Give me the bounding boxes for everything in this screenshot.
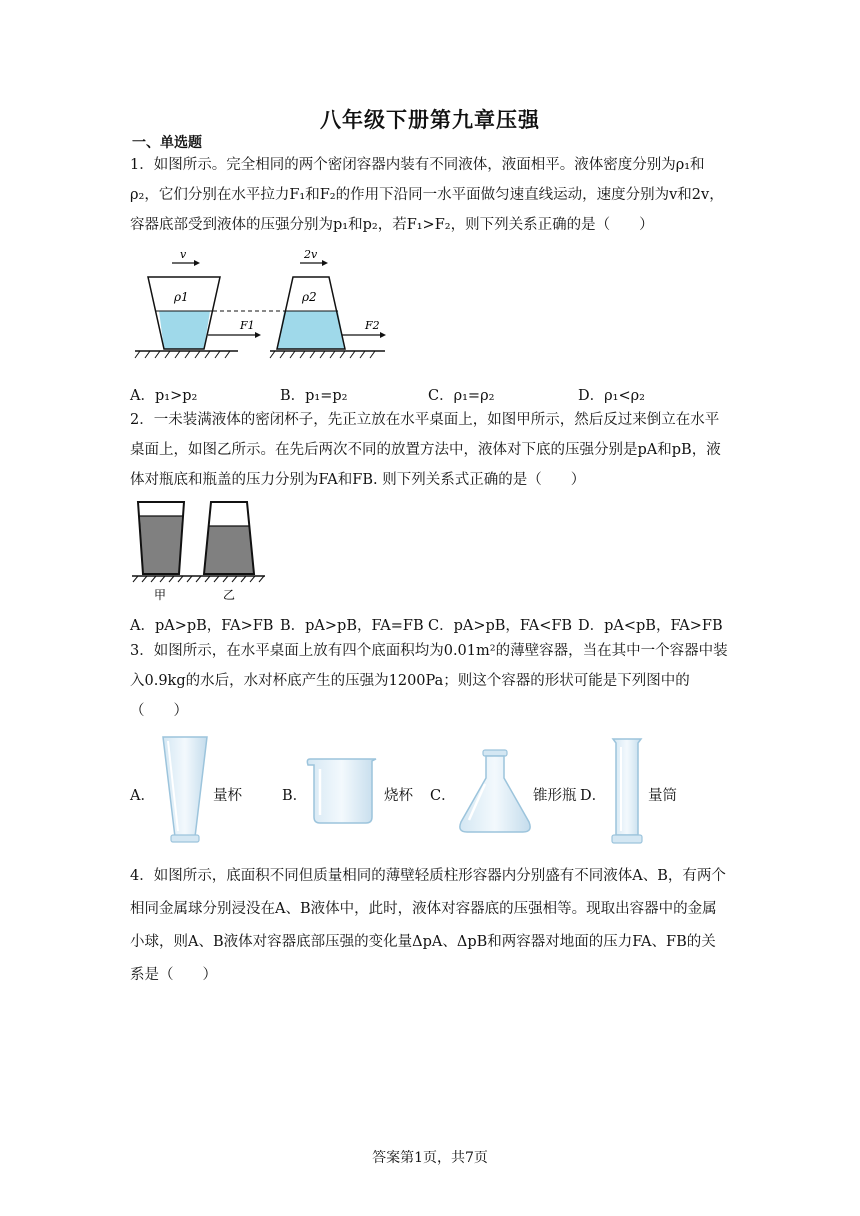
question-4-text: 4．如图所示，底面积不同但质量相同的薄壁轻质柱形容器内分别盛有不同液体A、B，有两个相同金属球分别浸没在A、B液体中，此时，液体对容器底的压强相等。现取出容器中的金属小球，则A、B液体对容器底部压强的变化量ΔpA、ΔpB和两容器对地面的压力FA、FB的关系是（ ） — [130, 868, 726, 983]
beaker-image — [304, 755, 380, 827]
q1-option-b[interactable]: B．p₁=p₂ — [280, 388, 348, 404]
label-rho1: ρ1 — [174, 290, 189, 304]
question-3-text: 3．如图所示，在水平桌面上放有四个底面积均为0.01m²的薄壁容器，当在其中一个容器中装入0.9kg的水后，水对杯底产生的压强为1200Pa；则这个容器的形状可能是下列图中的（ ） — [130, 643, 728, 719]
section-heading: 一、单选题 — [132, 135, 202, 151]
q3-option-c[interactable]: C． — [430, 788, 456, 804]
question-2-figure — [130, 498, 270, 604]
measuring-cup-image — [160, 733, 210, 845]
q3-option-d[interactable]: D． — [580, 788, 607, 804]
container-name-d: 量筒 — [648, 788, 677, 804]
q2-option-c[interactable]: C．pA>pB，FA<FB — [428, 618, 573, 634]
q1-option-c[interactable]: C．ρ₁=ρ₂ — [428, 388, 495, 404]
q3-option-b[interactable]: B． — [282, 788, 308, 804]
container-name-c: 锥形瓶 — [533, 788, 577, 804]
question-2-text: 2．一未装满液体的密闭杯子，先正立放在水平桌面上，如图甲所示，然后反过来倒立在水平桌面上，如图乙所示。在先后两次不同的放置方法中，液体对下底的压强分别是pA和pB，液体对瓶底和瓶盖的压力分别为FA和FB. 则下列关系式正确的是（ ） — [130, 412, 721, 488]
q1-option-d[interactable]: D．ρ₁<ρ₂ — [578, 388, 645, 404]
q3-option-a[interactable]: A． — [130, 788, 155, 804]
q2-option-d[interactable]: D．pA<pB，FA>FB — [578, 618, 723, 634]
page-title: 八年级下册第九章压强 — [320, 108, 540, 132]
label-jia: 甲 — [154, 588, 167, 602]
question-1-figure — [130, 245, 390, 360]
question-1-text: 1．如图所示。完全相同的两个密闭容器内装有不同液体，液面相平。液体密度分别为ρ₁和ρ₂，它们分别在水平拉力F₁和F₂的作用下沿同一水平面做匀速直线运动，速度分别为v和2v，容器底部受到液体的压强分别为p₁和p₂，若F₁>F₂，则下列关系正确的是（ ） — [130, 157, 724, 233]
label-2v: 2v — [304, 248, 318, 261]
container-name-a: 量杯 — [213, 788, 242, 804]
conical-flask-image — [457, 748, 533, 836]
q2-option-b[interactable]: B．pA>pB，FA=FB — [280, 618, 424, 634]
label-rho2: ρ2 — [302, 290, 317, 304]
label-v: v — [180, 248, 187, 261]
page-footer: 答案第1页，共7页 — [372, 1150, 488, 1166]
label-f1: F1 — [240, 319, 255, 332]
container-name-b: 烧杯 — [384, 788, 413, 804]
q1-option-a[interactable]: A．p₁>p₂ — [130, 388, 198, 404]
graduated-cylinder-image — [610, 735, 644, 847]
label-yi: 乙 — [223, 588, 236, 602]
q2-option-a[interactable]: A．pA>pB，FA>FB — [130, 618, 274, 634]
label-f2: F2 — [365, 319, 380, 332]
